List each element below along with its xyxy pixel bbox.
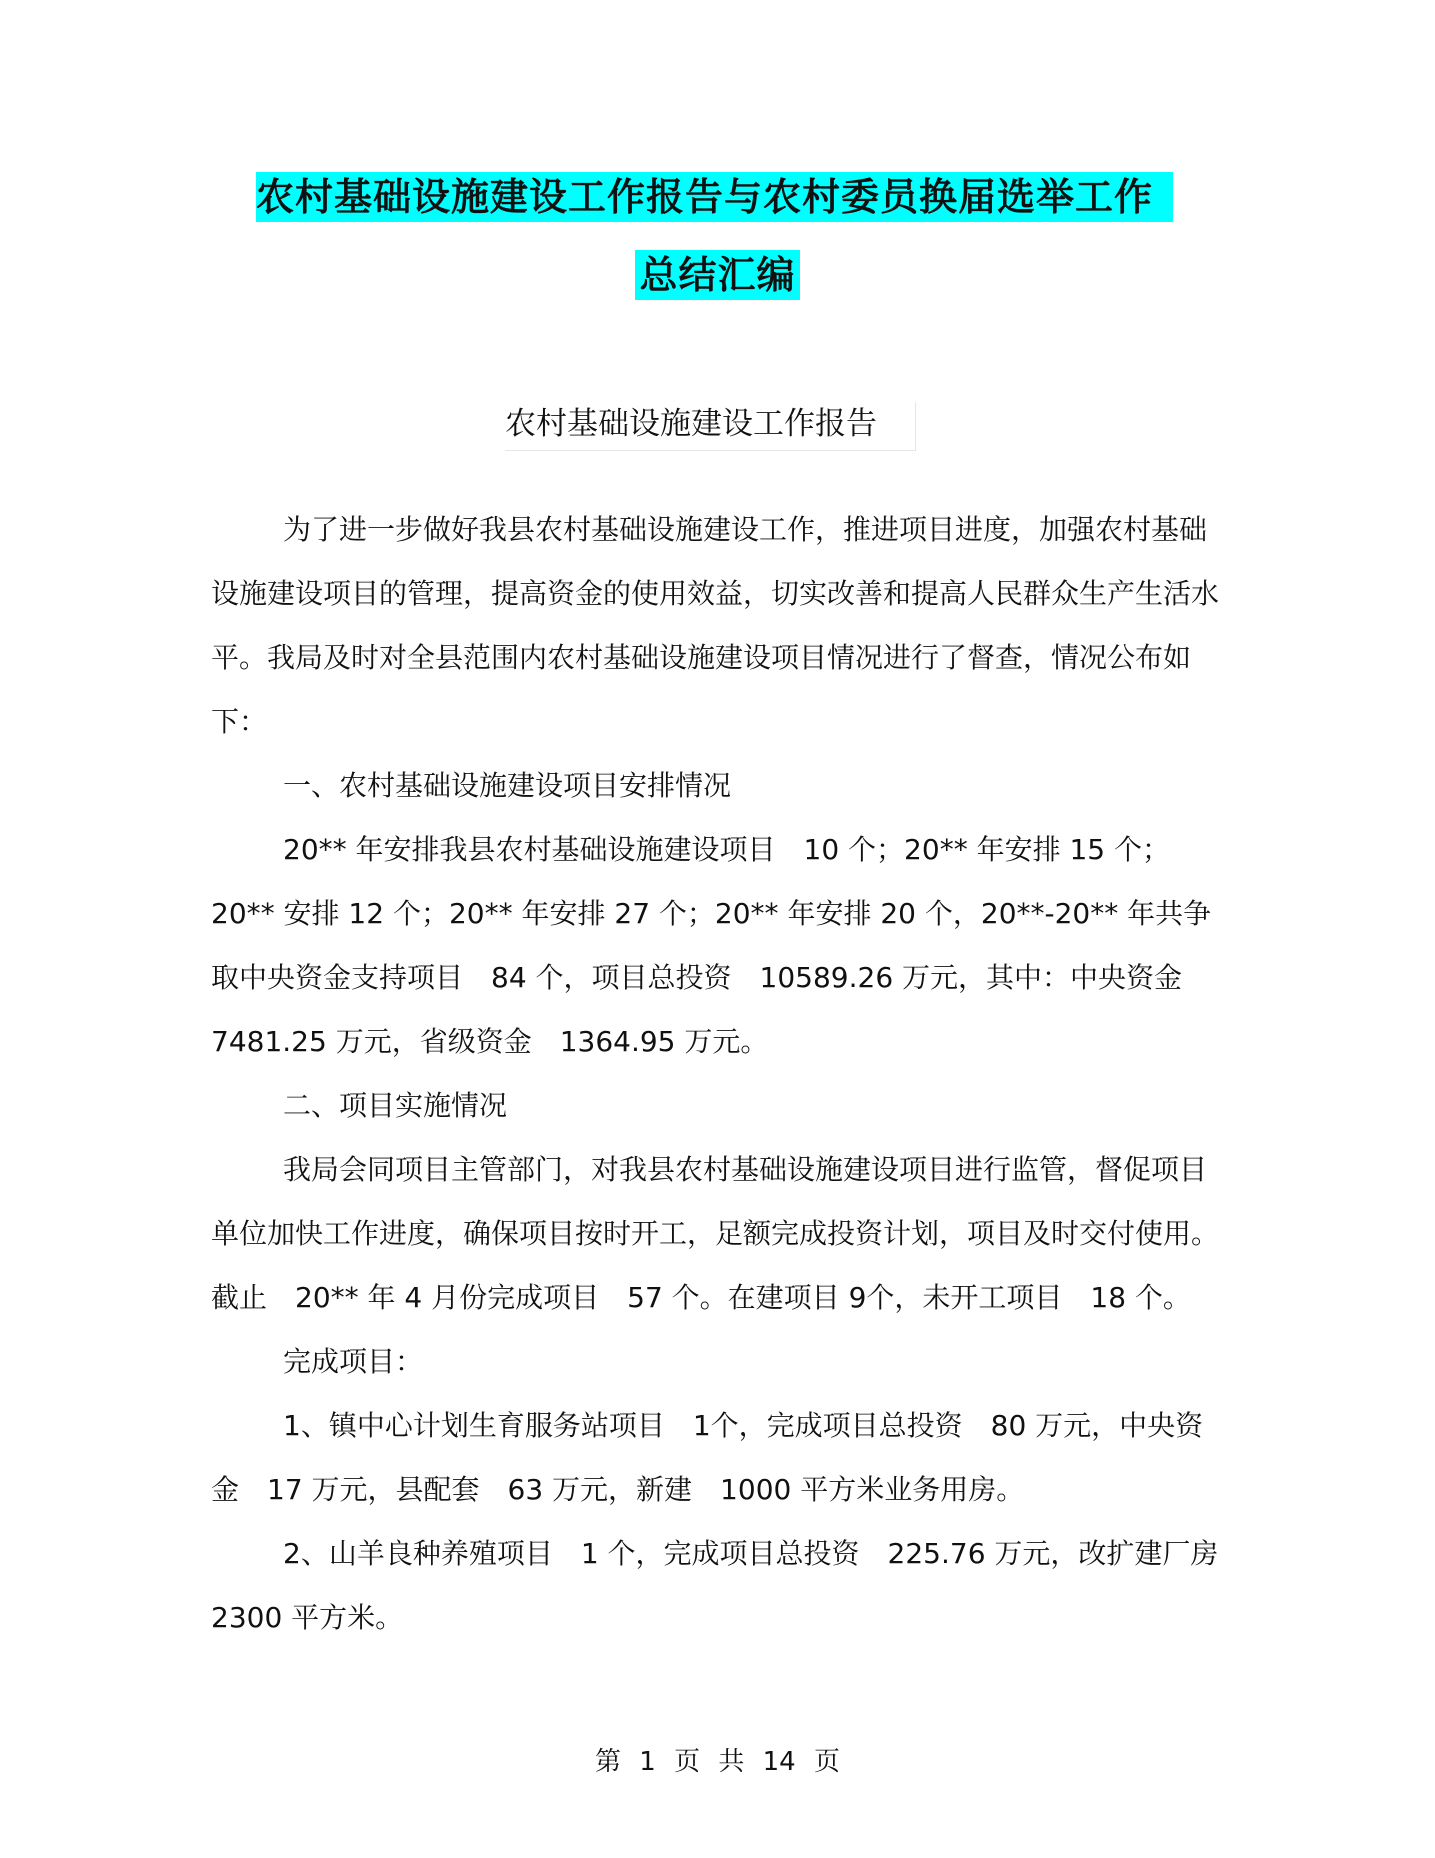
paragraph-arrangement: 20** 年安排我县农村基础设施建设项目 10 个；20** 年安排 15 个；20** 安排 12 个；20** 年安排 27 个；20** 年安排 20 个，20**-20** 年共争取中央资金支持项目 84 个，项目总投资 10589.26 万元，其中：中央资金 7481.25 万元，省级资金 1364.95 万元。 xyxy=(211,833,1212,1058)
paragraph-item-2: 2、山羊良种养殖项目 1 个，完成项目总投资 225.76 万元，改扩建厂房 2300 平方米。 xyxy=(211,1537,1219,1634)
heading-section-2: 二、项目实施情况 xyxy=(283,1089,508,1122)
page-footer: 第 1 页 共 14 页 xyxy=(595,1747,840,1777)
paragraph-item-1: 1、镇中心计划生育服务站项目 1个，完成项目总投资 80 万元，中央资金 17 万元，县配套 63 万元，新建 1000 平方米业务用房。 xyxy=(211,1409,1204,1506)
document-title-line-2: 总结汇编 xyxy=(635,250,799,300)
section-title: 农村基础设施建设工作报告 xyxy=(505,402,916,451)
document-title-line-1-wrap xyxy=(0,172,1435,222)
heading-completed-projects: 完成项目： xyxy=(283,1345,424,1378)
document-title-line-1: 农村基础设施建设工作报告与农村委员换届选举工作 xyxy=(256,172,1173,222)
paragraph-intro: 为了进一步做好我县农村基础设施建设工作，推进项目进度，加强农村基础设施建设项目的管理，提高资金的使用效益，切实改善和提高人民群众生产生活水平。我局及时对全县范围内农村基础设施建设项目情况进行了督查，情况公布如下： xyxy=(211,513,1220,738)
document-body xyxy=(211,498,1221,1650)
document-title-line-2-wrap xyxy=(0,250,1435,300)
paragraph-implementation: 我局会同项目主管部门，对我县农村基础设施建设项目进行监管，督促项目单位加快工作进度，确保项目按时开工，足额完成投资计划，项目及时交付使用。截止 20** 年 4 月份完成项目 57 个。在建项目 9个，未开工项目 18 个。 xyxy=(211,1153,1220,1314)
heading-section-1: 一、农村基础设施建设项目安排情况 xyxy=(283,769,732,802)
